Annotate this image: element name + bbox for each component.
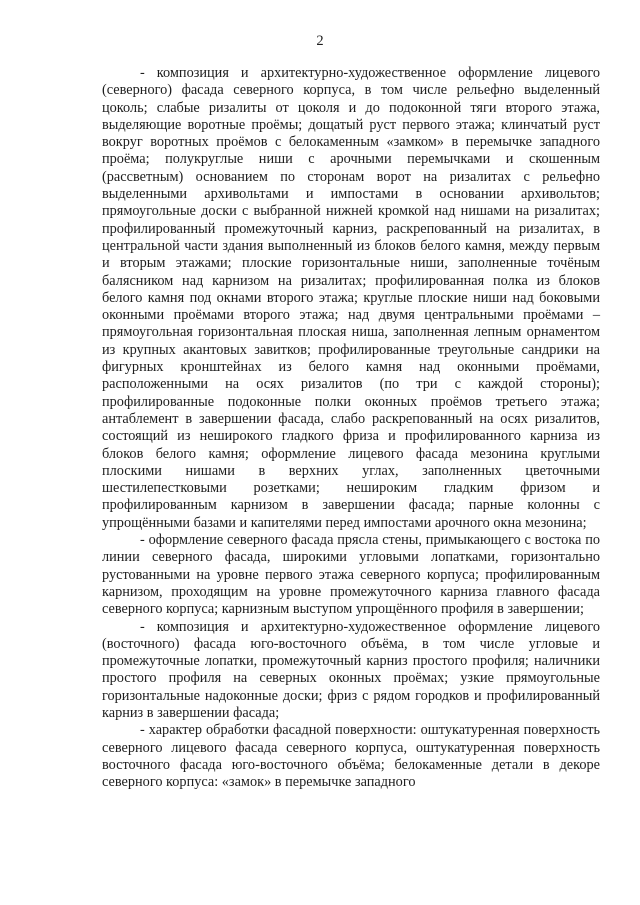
- paragraph-north-facade: - композиция и архитектурно-художественное оформление лицевого (северного) фасада северного корпуса, в том числе рельефно выделенный цоколь; слабые ризалиты от цоколя и до подоконной тяги второго этажа, выделяющие воротные проёмы; дощатый руст первого этажа; клинчатый руст вокруг воротных проёмов с белокаменным «замком» в перемычке западного проёма; полукруглые ниши с арочными перемычками и скошенным (рассветным) основанием по сторонам ворот на ризалитах с рельефно выделенными архивольтами и импостами в основании архивольтов; прямоугольные доски с выбранной нижней кромкой над нишами на ризалитах; профилированный промежуточный карниз, раскрепованный на ризалитах, в центральной части здания выполненный из блоков белого камня, между первым и вторым этажами; плоские горизонтальные ниши, заполненные точёным балясником над карнизом на ризалитах; профилированная полка из блоков белого камня под окнами второго этажа; круглые плоские ниши над боковыми оконными проёмами второго этажа; над двумя центральными проёмами – прямоугольная горизонтальная плоская ниша, заполненная лепным орнаментом из крупных акантовых завитков; профилированные треугольные сандрики на фигурных кронштейнах из белого камня над оконными проёмами, расположенными на осях ризалитов (по три с каждой стороны); профилированные подоконные полки оконных проёмов третьего этажа; антаблемент в завершении фасада, слабо раскрепованный на осях ризалитов, состоящий из неширокого гладкого фриза и профилированного карниза из блоков белого камня; оформление лицевого фасада мезонина круглыми плоскими нишами в верхних углах, заполненных цветочными шестилепестковыми розетками; неширoким гладким фризом и профилированным карнизом в завершении фасада; парные колонны с упрощёнными базами и капителями перед импостами арочного окна мезонина;: [102, 65, 600, 531]
- paragraph-wall-span: - оформление северного фасада прясла стены, примыкающего с востока по линии северного фасада, широкими угловыми лопатками, горизонтально рустованными на уровне первого этажа северного корпуса; профилированным карнизом, проходящим на уровне промежуточного карниза главного фасада северного корпуса; карнизным выступом упрощённого профиля в завершении;: [102, 532, 600, 618]
- body-text: [102, 65, 600, 791]
- page-number: 2: [316, 33, 324, 49]
- paragraph-surface-treatment: - характер обработки фасадной поверхности: оштукатуренная поверхность северного лицевого фасада северного корпуса, оштукатуренная поверхность восточного фасада юго-восточного объёма; белокаменные детали в декоре северного корпуса: «замок» в перемычке западного: [102, 722, 600, 791]
- paragraph-east-facade: - композиция и архитектурно-художественное оформление лицевого (восточного) фасада юго-восточного объёма, в том числе угловые и промежуточные лопатки, промежуточный карниз простого профиля; наличники простого профиля на северных оконных проёмах; узкие прямоугольные горизонтальные надоконные доски; фриз с рядом городков и профилированный карниз в завершении фасада;: [102, 618, 600, 721]
